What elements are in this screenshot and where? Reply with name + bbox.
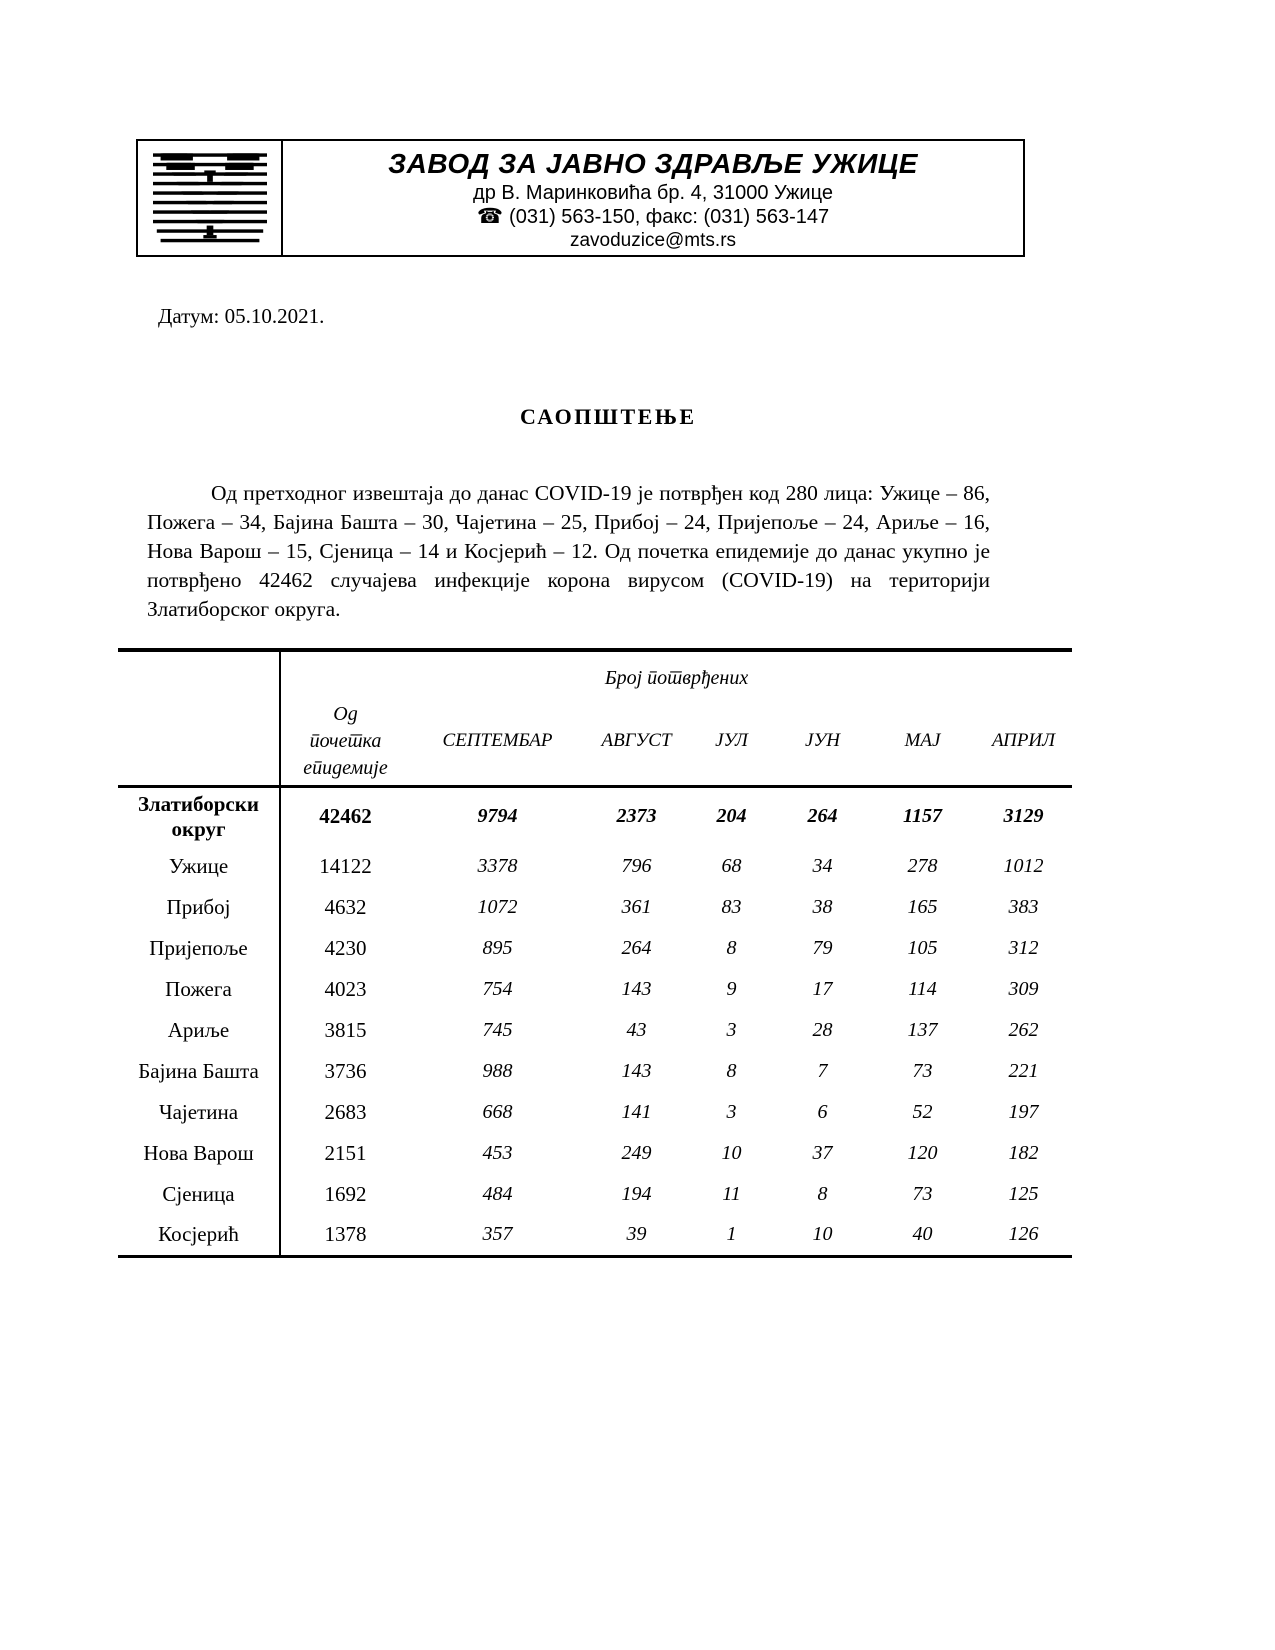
org-email: zavoduzice@mts.rs [569, 230, 737, 251]
month-value: 2373 [616, 805, 657, 828]
table-row [118, 1215, 1072, 1256]
municipality-name: Златиборски округ [118, 786, 280, 846]
month-value: 3 [726, 1019, 737, 1041]
month-value: 165 [907, 896, 938, 918]
month-value: 309 [1008, 978, 1039, 1000]
month-value: 68 [721, 855, 742, 877]
month-value: 8 [726, 937, 737, 959]
month-value: 43 [626, 1019, 647, 1041]
month-value: 197 [1008, 1101, 1039, 1123]
table-row [118, 1010, 1072, 1051]
month-value: 141 [621, 1101, 652, 1123]
month-value: 278 [907, 855, 938, 877]
letterhead [136, 139, 1025, 257]
month-value: 1157 [903, 805, 942, 828]
month-value: 754 [482, 978, 513, 1000]
month-value: 1072 [477, 896, 518, 918]
total-since-start-value: 14122 [319, 854, 372, 878]
municipality-name: Ариље [118, 1010, 280, 1051]
announcement-paragraph: Од претходног извештаја до данас COVID-19 је потврђен код 280 лица: Ужице – 86, Пожега – 34, Бајина Башта – 30, Чајетина – 25, Прибој – 24, Пријепоље – 24, Ариље – 16, Нова Варош – 15, Сјеница – 14 и Косјерић – 12. Од почетка епидемије до данас укупно је потврђено 42462 случајева инфекције корона вирусом (COVID-19) на територији Златиборског округа. [147, 481, 990, 621]
month-value: 105 [907, 937, 938, 959]
month-value: 264 [807, 805, 838, 828]
month-value: 668 [482, 1101, 513, 1123]
total-since-start-value: 2683 [324, 1100, 367, 1124]
month-value: 114 [908, 978, 937, 1000]
page-title: САОПШТЕЊЕ [520, 404, 697, 429]
month-value: 221 [1008, 1060, 1039, 1082]
month-value: 204 [716, 805, 747, 828]
covid-cases-table [118, 648, 1072, 1258]
month-header: ЈУН [775, 698, 870, 786]
month-header: СЕПТЕМБАР [410, 698, 585, 786]
month-value: 453 [482, 1142, 513, 1164]
table-row [118, 887, 1072, 928]
table-row [118, 846, 1072, 887]
total-since-start-value: 4023 [324, 977, 367, 1001]
month-header: МАЈ [870, 698, 975, 786]
table-row [118, 1051, 1072, 1092]
month-value: 83 [721, 896, 742, 918]
municipality-name: Пријепоље [118, 928, 280, 969]
month-value: 182 [1008, 1142, 1039, 1164]
total-since-start-value: 1692 [324, 1182, 367, 1206]
total-since-start-value: 4230 [324, 936, 367, 960]
month-value: 3 [726, 1101, 737, 1123]
month-value: 262 [1008, 1019, 1039, 1041]
municipality-name: Косјерић [118, 1215, 280, 1256]
month-value: 357 [482, 1223, 513, 1246]
table-row [118, 969, 1072, 1010]
month-value: 126 [1008, 1223, 1039, 1246]
logo-cell [138, 141, 283, 255]
month-value: 125 [1008, 1183, 1039, 1205]
month-value: 73 [912, 1183, 933, 1205]
month-value: 484 [482, 1183, 513, 1205]
month-value: 796 [621, 855, 652, 877]
table-row [118, 1133, 1072, 1174]
month-value: 1 [726, 1223, 737, 1246]
month-value: 10 [721, 1142, 742, 1164]
month-value: 312 [1008, 937, 1039, 959]
org-phone-line [283, 205, 1023, 229]
month-value: 39 [626, 1223, 647, 1246]
municipality-name: Нова Варош [118, 1133, 280, 1174]
month-value: 34 [812, 855, 833, 877]
month-header: АПРИЛ [975, 698, 1072, 786]
month-value: 8 [726, 1060, 737, 1082]
municipality-name: Прибој [118, 887, 280, 928]
month-value: 17 [812, 978, 833, 1000]
total-since-start-value: 2151 [324, 1141, 367, 1165]
month-header: ЈУЛ [688, 698, 775, 786]
month-value: 249 [621, 1142, 652, 1164]
month-value: 895 [482, 937, 513, 959]
month-header: АВГУСТ [585, 698, 688, 786]
municipality-name: Бајина Башта [118, 1051, 280, 1092]
month-value: 28 [812, 1019, 833, 1041]
table-row [118, 786, 1072, 846]
municipality-name: Чајетина [118, 1092, 280, 1133]
month-value: 194 [621, 1183, 652, 1205]
month-value: 10 [812, 1223, 833, 1246]
letterhead-text [283, 141, 1023, 255]
month-value: 9 [726, 978, 737, 1000]
table-corner-cell [118, 650, 280, 786]
municipality-name: Ужице [118, 846, 280, 887]
org-name: ЗАВОД ЗА ЈАВНО ЗДРАВЉЕ УЖИЦЕ [388, 148, 918, 179]
table-row [118, 1174, 1072, 1215]
month-value: 361 [621, 896, 652, 918]
month-value: 9794 [477, 805, 518, 828]
municipality-name: Пожега [118, 969, 280, 1010]
first-column-header [280, 698, 410, 786]
month-value: 1012 [1003, 855, 1044, 877]
phone-icon: ☎ [476, 205, 504, 228]
month-value: 52 [912, 1101, 933, 1123]
month-value: 745 [482, 1019, 513, 1041]
total-since-start-value: 42462 [319, 804, 372, 829]
table-row [118, 928, 1072, 969]
month-value: 7 [817, 1060, 828, 1082]
month-value: 143 [621, 1060, 652, 1082]
table-header [118, 650, 1072, 786]
month-value: 73 [912, 1060, 933, 1082]
municipality-name: Сјеница [118, 1174, 280, 1215]
date-line: Датум: 05.10.2021. [158, 304, 325, 328]
table-body [118, 786, 1072, 1256]
month-value: 383 [1008, 896, 1039, 918]
table-group-header-row [118, 650, 1072, 698]
phone-numbers: (031) 563-150, факс: (031) 563-147 [509, 206, 830, 228]
total-since-start-value: 3736 [324, 1059, 367, 1083]
month-value: 3129 [1003, 805, 1044, 828]
month-value: 120 [907, 1142, 938, 1164]
month-value: 40 [912, 1223, 933, 1246]
org-address: др В. Маринковића бр. 4, 31000 Ужице [473, 182, 833, 204]
month-value: 37 [812, 1142, 833, 1164]
first-column-header-text: Од почетка епидемије [303, 702, 388, 779]
table-row [118, 1092, 1072, 1133]
total-since-start-value: 4632 [324, 895, 367, 919]
total-since-start-value: 1378 [324, 1222, 367, 1247]
month-value: 143 [621, 978, 652, 1000]
month-value: 3378 [477, 855, 518, 877]
month-value: 264 [621, 937, 652, 959]
month-value: 8 [817, 1183, 828, 1205]
month-value: 988 [482, 1060, 513, 1082]
total-since-start-value: 3815 [324, 1018, 367, 1042]
month-value: 11 [722, 1183, 741, 1205]
institute-logo-icon [153, 152, 267, 244]
group-header: Број потврђених [604, 666, 749, 689]
month-value: 137 [907, 1019, 938, 1041]
month-value: 79 [812, 937, 833, 959]
month-value: 38 [812, 896, 833, 918]
month-value: 6 [817, 1101, 828, 1123]
